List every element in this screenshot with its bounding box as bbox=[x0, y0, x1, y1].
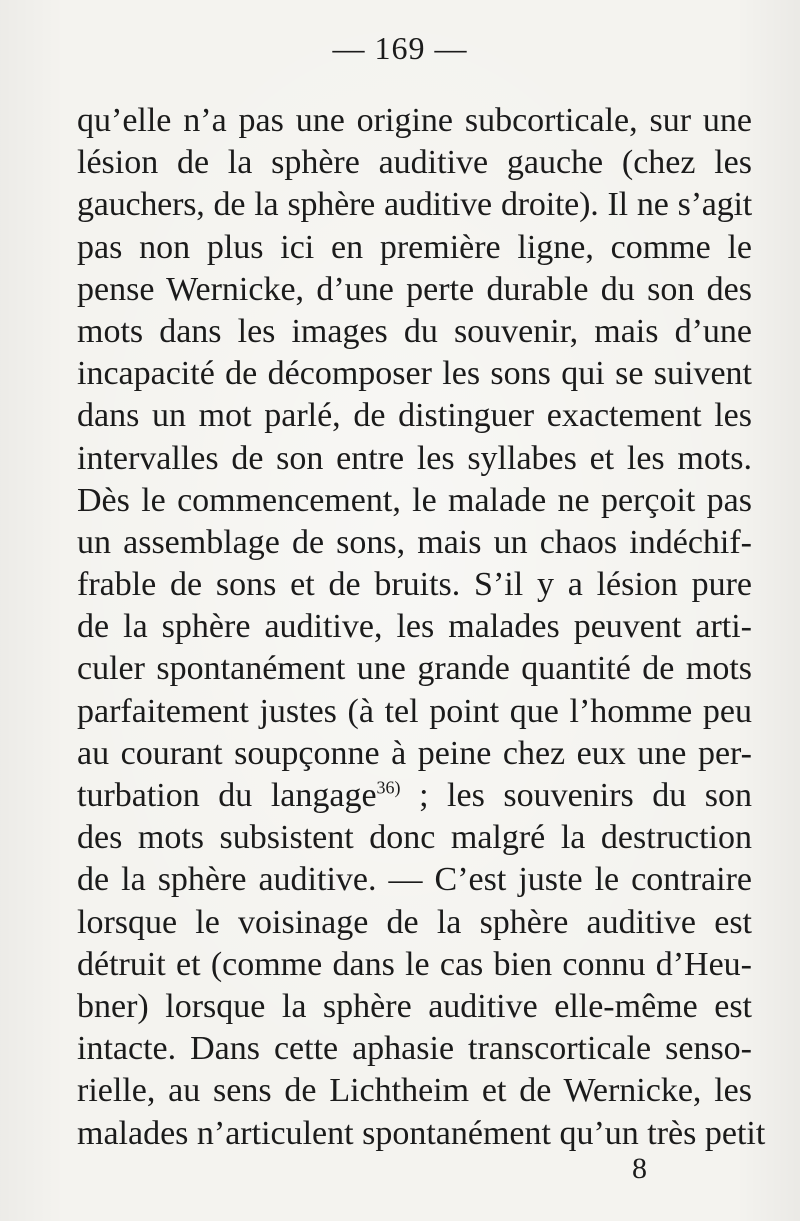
text-line: Dès le commencement, le malade ne perçoit pas bbox=[77, 481, 752, 519]
text-line: dans un mot parlé, de distinguer exactement les bbox=[77, 397, 752, 435]
text-line: au courant soupçonne à peine chez eux une per- bbox=[77, 734, 752, 772]
text-line: détruit et (comme dans le cas bien connu d’Heu- bbox=[77, 945, 752, 983]
text-line: un assemblage de sons, mais un chaos indéchif- bbox=[77, 523, 752, 561]
text-line: gauchers, de la sphère auditive droite). Il ne s’agit bbox=[77, 186, 752, 224]
text-line: bner) lorsque la sphère auditive elle-même est bbox=[77, 987, 752, 1025]
text-line: mots dans les images du souvenir, mais d’une bbox=[77, 312, 752, 350]
text-line: culer spontanément une grande quantité de mots bbox=[77, 650, 752, 688]
page-header: — 169 — bbox=[332, 30, 468, 66]
text-segment: ; les souvenirs du son bbox=[400, 777, 752, 814]
text-block bbox=[77, 100, 766, 1155]
text-line: pas non plus ici en première ligne, comme le bbox=[77, 228, 752, 266]
text-line: pense Wernicke, d’une perte durable du son des bbox=[77, 270, 752, 308]
text-line: incapacité de décomposer les sons qui se suivent bbox=[77, 355, 752, 393]
text-line: de la sphère auditive, les malades peuvent arti- bbox=[77, 608, 752, 646]
text-line: de la sphère auditive. — C’est juste le contraire bbox=[77, 861, 752, 899]
text-line-with-footnote-ref bbox=[77, 775, 752, 817]
text-line: des mots subsistent donc malgré la destruction bbox=[77, 819, 752, 857]
footnote-reference: 36) bbox=[376, 777, 401, 798]
text-line: lésion de la sphère auditive gauche (chez les bbox=[77, 144, 752, 182]
signature-mark: 8 bbox=[632, 1152, 647, 1185]
text-line: intervalles de son entre les syllabes et les mots. bbox=[77, 439, 752, 477]
text-line: malades n’articulent spontanément qu’un très petit bbox=[77, 1114, 766, 1152]
text-segment: turbation du langage bbox=[77, 777, 377, 814]
text-line: intacte. Dans cette aphasie transcorticale senso- bbox=[77, 1030, 752, 1068]
text-line: frable de sons et de bruits. S’il y a lésion pure bbox=[77, 566, 752, 604]
text-line: lorsque le voisinage de la sphère auditive est bbox=[77, 903, 752, 941]
text-line: qu’elle n’a pas une origine subcorticale, sur une bbox=[77, 102, 752, 139]
text-line: rielle, au sens de Lichtheim et de Wernicke, les bbox=[77, 1072, 752, 1110]
text-line: parfaitement justes (à tel point que l’homme peu bbox=[77, 692, 752, 730]
